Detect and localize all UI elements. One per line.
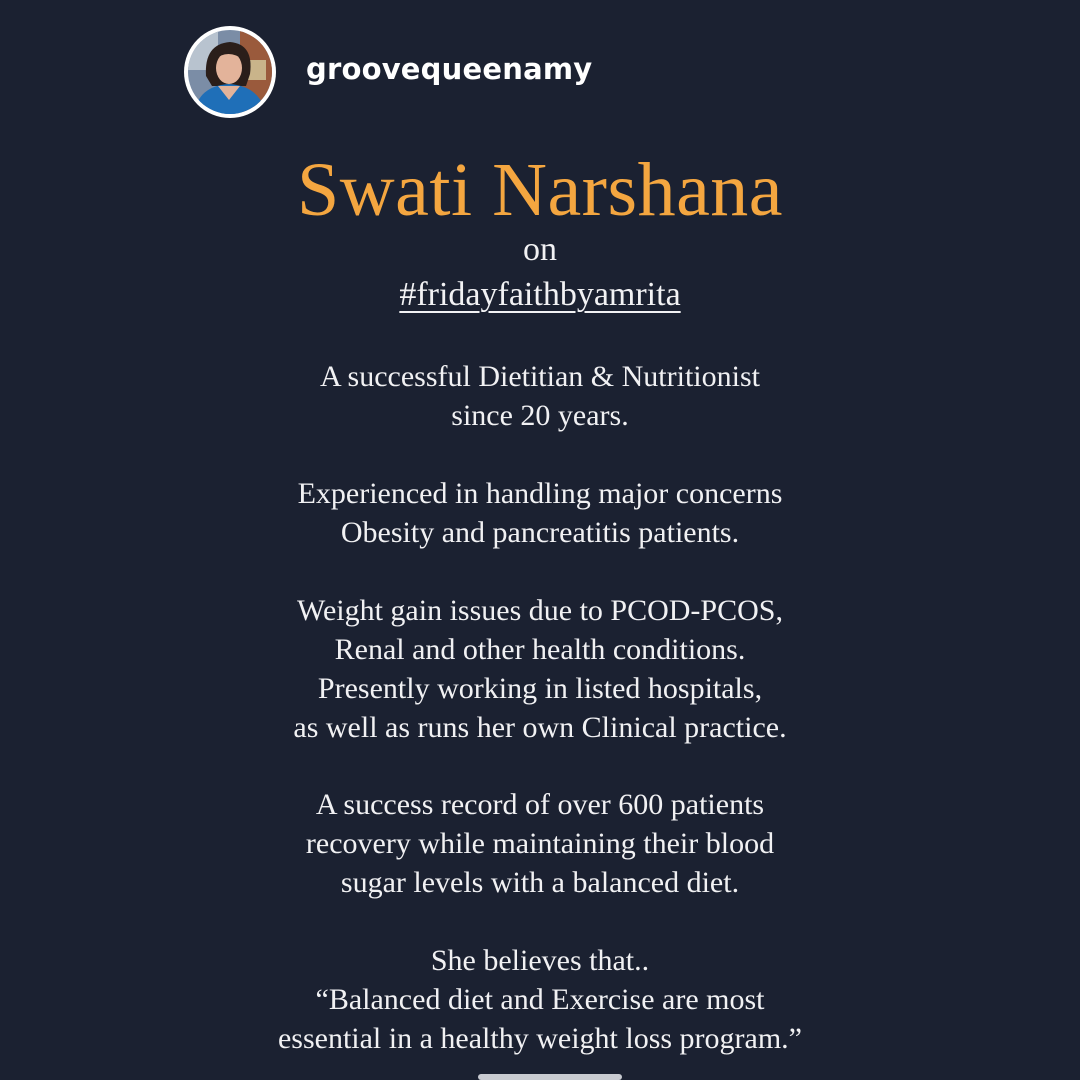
text-line: She believes that.. [430,944,650,977]
hashtag-text[interactable]: #fridayfaithbyamrita [399,276,681,313]
username[interactable]: groovequeenamy [306,52,593,86]
text-line: Obesity and pancreatitis patients. [340,516,740,549]
text-line: Weight gain issues due to PCOD-PCOS, [297,594,783,627]
hashtag-link[interactable] [0,272,1080,318]
paragraph-conditions [0,591,1080,747]
text-line: essential in a healthy weight loss program.” [277,1022,803,1055]
text-line: sugar levels with a balanced diet. [340,866,740,899]
on-text: on [523,231,557,268]
text-line: Presently working in listed hospitals, [317,672,763,705]
paragraph-quote [0,941,1080,1058]
paragraph-experience [0,357,1080,435]
post-title: Swati Narshana [296,148,784,232]
text-line: as well as runs her own Clinical practice. [293,711,787,744]
text-line: “Balanced diet and Exercise are most [315,983,765,1016]
avatar[interactable] [184,26,276,118]
paragraph-success-record [0,785,1080,902]
scroll-indicator [478,1074,622,1080]
text-line: A success record of over 600 patients [315,788,765,821]
profile-photo-icon [188,30,272,114]
text-line: Renal and other health conditions. [334,633,746,666]
text-line: recovery while maintaining their blood [305,827,775,860]
paragraph-concerns [0,474,1080,552]
text-line: since 20 years. [451,399,629,432]
text-line: A successful Dietitian & Nutritionist [320,360,760,393]
story-header [184,24,592,120]
text-line: Experienced in handling major concerns [297,477,783,510]
